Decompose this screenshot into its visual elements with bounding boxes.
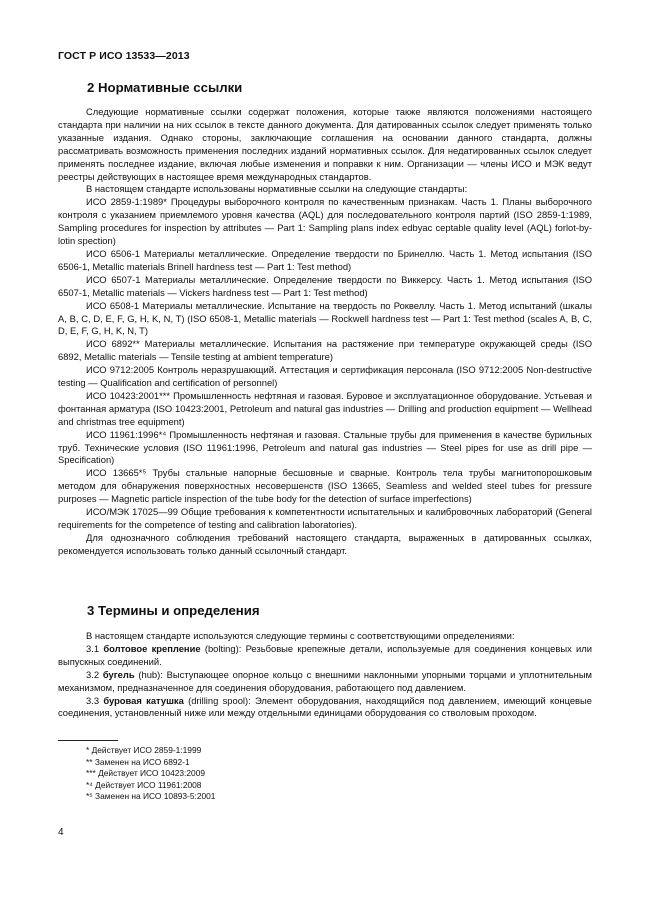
- reference-item: ИСО 11961:1996*⁴ Промышленность нефтяная и газовая. Стальные трубы для применения в качестве бурильных труб. Технические условия (ISO 11961:1996, Petroleum and natural gas industries — Steel pipes for use as drill pipe — Specification): [58, 428, 592, 466]
- footnote-item: *⁵ Заменен на ИСО 10893-5:2001: [86, 791, 216, 802]
- reference-item: ИСО 13665*⁵ Трубы стальные напорные бесшовные и сварные. Контроль тела трубы магнитопорошковым методом для обнаружения поверхностных несовершенств (ISO 13665, Seamless and welded steel tubes for pressure purposes — Magnetic particle inspection of the tube body for the detection of surface imperfections): [58, 467, 592, 505]
- section-2-intro: Следующие нормативные ссылки содержат положения, которые также являются положениями настоящего стандарта при наличии на них ссылок в тексте данного документа. Для датированных ссылок следует применять только указанные издания. Однако стороны, заключающие соглашения на основании данного стандарта, должны рассматривать возможность применения последних изданий нормативных ссылок. Для недатированных ссылок следует применять последнее издание, включая любые изменения и поправки к ним. Организации — члены ИСО и МЭК ведут реестры действующих в настоящее время международных стандартов.: [58, 106, 592, 182]
- term-definition: (bolting): Резьбовые крепежные детали, используемые для соединения концевых или выпускных соединений.: [58, 642, 592, 667]
- reference-item: ИСО 10423:2001*** Промышленность нефтяная и газовая. Буровое и эксплуатационное оборудование. Устьевая и фонтанная арматура (ISO 10423:2001, Petroleum and natural gas industries — Drilling and production equipment — Wellhead and christmas tree equipment): [58, 389, 592, 427]
- section-3-heading: 3 Термины и определения: [87, 603, 260, 618]
- footnote-item: ** Заменен на ИСО 6892-1: [86, 756, 190, 767]
- footnote-divider: [58, 740, 118, 741]
- footnote-item: * Действует ИСО 2859-1:1999: [86, 745, 202, 755]
- reference-item: ИСО 6892** Материалы металлические. Испытания на растяжение при температуре окружающей среды (ISO 6892, Metallic materials — Tensile testing at ambient temperature): [58, 338, 592, 363]
- term-number: 3.1: [86, 642, 100, 654]
- term-entry: [58, 669, 592, 695]
- reference-item: ИСО 9712:2005 Контроль неразрушающий. Аттестация и сертификация персонала (ISO 9712:2005 Non-destructive testing — Qualification and certification of personnel): [58, 364, 592, 389]
- term-entry: [58, 695, 592, 721]
- reference-note: Для однозначного соблюдения требований настоящего стандарта, выраженных в датированных ссылках, рекомендуется использовать только данный ссылочный стандарт.: [58, 531, 592, 556]
- footnote-item: *⁴ Действует ИСО 11961:2008: [86, 779, 202, 790]
- term-definition: (hub): Выступающее опорное кольцо с внешними наклонными упорными торцами и уплотнительным механизмом, предназначенное для соединения оборудования, работающего под давлением.: [58, 668, 593, 693]
- term-name: болтовое крепление: [103, 642, 201, 654]
- section-2-heading: 2 Нормативные ссылки: [87, 80, 243, 95]
- reference-item: ИСО/МЭК 17025—99 Общие требования к компетентности испытательных и калибровочных лабораторий (General requirements for the competence of testing and calibration laboratories).: [58, 506, 592, 530]
- reference-item: ИСО 6506-1 Материалы металлические. Определение твердости по Бринеллю. Часть 1. Метод испытания (ISO 6506-1, Metallic materials Brinell hardness test — Part 1: Test method): [58, 247, 592, 272]
- document-header: ГОСТ Р ИСО 13533—2013: [58, 50, 190, 62]
- section-2-lead: В настоящем стандарте использованы нормативные ссылки на следующие стандарты:: [86, 183, 468, 195]
- term-number: 3.3: [86, 694, 100, 706]
- term-number: 3.2: [86, 668, 100, 680]
- section-2-body: [58, 106, 592, 558]
- term-definition: (drilling spool): Элемент оборудования, находящийся под давлением, имеющий концевые соединения, установленный ниже или между отдельными единицами оборудования со стволовым проходом.: [58, 694, 592, 719]
- section-3-lead: В настоящем стандарте используются следующие термины с соответствующими определениями:: [86, 630, 515, 641]
- term-entry: [58, 643, 592, 669]
- reference-item: ИСО 6508-1 Материалы металлические. Испытание на твердость по Роквеллу. Часть 1. Метод испытаний (шкалы A, B, C, D, E, F, G, H, K, N, T) (ISO 6508-1, Metallic materials — Rockwell hardness test — Part 1: Test method (scales A, B, C, D, E, F, G, H, K, N, T): [58, 299, 592, 337]
- footnotes: [86, 745, 215, 803]
- reference-item: ИСО 2859-1:1989* Процедуры выборочного контроля по качественным признакам. Часть 1. Планы выборочного контроля с указанием приемлемого уровня качества (AQL) для последовательного контроля партий (ISO 2859-1:1989, Sampling procedures for inspection by attributes — Part 1: Sampling plans index edbyac ceptable quality level (AQL) forlot-by-lotin spection): [58, 196, 592, 247]
- term-name: бугель: [102, 668, 135, 680]
- page-number: 4: [58, 827, 64, 838]
- section-3-body: [58, 630, 592, 720]
- term-name: буровая катушка: [103, 694, 184, 706]
- footnote-item: *** Действует ИСО 10423:2009: [86, 768, 206, 779]
- reference-item: ИСО 6507-1 Материалы металлические. Определение твердости по Виккерсу. Часть 1. Метод испытания (ISO 6507-1, Metallic materials — Vickers hardness test — Part 1: Test method): [58, 273, 592, 298]
